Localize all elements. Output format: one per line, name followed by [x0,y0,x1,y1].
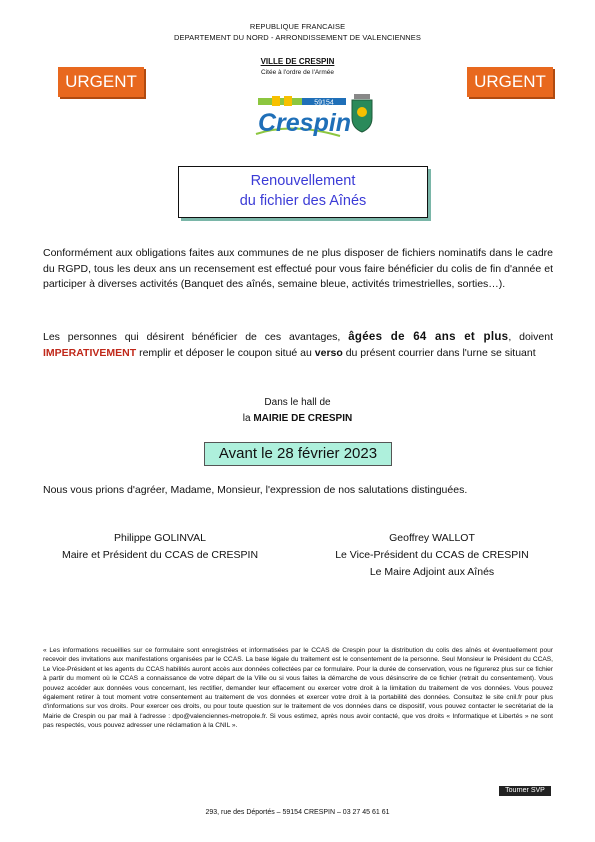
location-line2 [0,411,595,426]
logo-number: 59154 [314,99,334,107]
conditions-text-2: , doivent [508,331,553,343]
mairie-name: MAIRIE DE CRESPIN [253,413,353,424]
paragraph-conditions [43,330,553,361]
urgent-badge-right: URGENT [467,67,553,97]
ville-title: VILLE DE CRESPIN [260,57,335,66]
title-line1: Renouvellement [250,173,356,189]
footer-address: 293, rue des Déportés – 59154 CRESPIN – 03 27 45 61 61 [205,809,390,816]
header-republique: REPUBLIQUE FRANCAISE [249,22,346,31]
legal-notice: « Les informations recueillies sur ce formulaire sont enregistrées et informatisées par le CCAS de Crespin pour la distribution du colis des aînés et éventuellement pour recevoir des invitations aux manifestations organisées par le CCAS. La base légale du traitement est le consentement de la personne. Seul Monsieur le Président du CCAS, Le Vice-Président et les agents du CCAS habilités auront accès aux données collectées par ce formulaire. Pour la durée de conservation, vous ne figurerez plus sur ce fichier à partir du moment où le CCAS a connaissance de votre départ de la Ville ou si vous faites la démarche de vous désinscrire de ce fichier (retrait du consentement). Vous pouvez accéder aux données vous concernant, les rectifier, demander leur effacement ou exercer votre droit à la limitation du traitement de vos données. Vous pouvez également retirer à tout moment votre consentement au traitement de vos données et exercer votre droit à la portabilité des données. Consultez le site cnil.fr pour plus d'informations sur vos droits. Pour exercer ces droits, ou pour toute question sur le traitement de vos données dans ce dispositif, vous pouvez contacter le secrétariat de la Mairie de Crespin ou par mail à l'adresse : dpo@valenciennes-metropole.fr. Si vous estimez, après nous avoir contacté, que vos droits « Informatique et Libertés » ne sont pas respectés, vous pouvez adresser une réclamation à la CNIL ». [43,647,553,730]
ville-subtitle: Citée à l'ordre de l'Armée [261,69,334,76]
conditions-text-3: remplir et déposer le coupon situé au [136,346,315,359]
urgent-badge-left: URGENT [58,67,144,97]
location-prefix: la [242,413,254,424]
signature-right-name: Geoffrey WALLOT [389,532,475,544]
conditions-text-1: Les personnes qui désirent bénéficier de ces avantages, [43,331,349,343]
crespin-logo [252,94,380,144]
closing-text: Nous vous prions d'agréer, Madame, Monsieur, l'expression de nos salutations distinguées. [43,484,468,496]
age-condition: âgées de 64 ans et plus [348,331,509,343]
signature-left-title: Maire et Président du CCAS de CRESPIN [61,549,259,561]
signature-right-title: Le Vice-Président du CCAS de CRESPIN [335,549,529,561]
header-departement: DEPARTEMENT DU NORD - ARRONDISSEMENT DE VALENCIENNES [173,33,422,42]
location-line1: Dans le hall de [264,397,331,408]
deadline-box: Avant le 28 février 2023 [204,442,392,466]
verso-text: verso [314,346,343,359]
paragraph-rgpd: Conformément aux obligations faites aux communes de ne plus disposer de fichiers nominatifs dans le cadre du RGPD, tous les deux ans un recensement est effectué pour vous faire bénéficier du colis de fin d'année et participer à diverses activités (Banquet des aînés, semaine bleue, activités trimestrielles, sorties…). [43,247,553,290]
title-line2: du fichier des Aînés [239,193,367,209]
signature-right-title2: Le Maire Adjoint aux Aînés [369,566,495,578]
title-box [178,166,428,218]
logo-text: Crespin [258,109,352,137]
signature-right [312,530,552,581]
signature-left-name: Philippe GOLINVAL [113,532,207,544]
tourner-svp-label: Tourner SVP [499,786,551,796]
signature-left [40,530,280,564]
conditions-text-4: du présent courrier dans l'urne se situant [342,346,536,359]
crespin-logo-image [252,94,380,144]
imperative-text: IMPERATIVEMENT [43,346,137,359]
